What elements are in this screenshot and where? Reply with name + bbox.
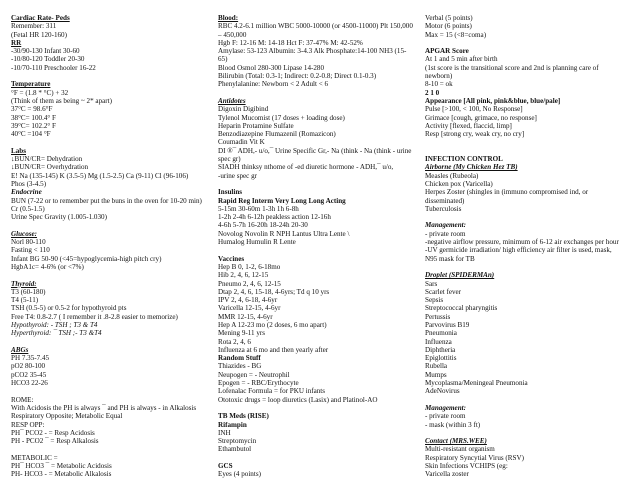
text-line: Epogen = - RBC/Erythocyte [218,379,299,388]
section-heading: Rapid Reg Interm Very Long Long Acting [218,196,346,205]
text-line: PH - PCO2 ¯ = Resp Alkalosis [11,437,99,446]
text-line: Lofenalac Formula = for PKU infants [218,387,326,396]
text-line: Cr (0.5-1.5) [11,204,45,213]
text-line: With Acidosis the PH is always ¯ and PH is always - in Alkalosis [11,403,197,412]
text-line: Resp [strong cry, weak cry, no cry] [425,130,525,139]
text-line: Infant BG 50-90 (<45=hypoglycemia-high pitch cry) [11,254,162,263]
text-line: RBC 4.2-6.1 million WBC 5000-10000 (or 4500-11000) Plt 150,000 [218,22,413,31]
text-line: -UV germicide irradiation/ high efficiency air filter is used, mask, [425,246,612,255]
column-right [425,14,635,479]
text-line: spec gr) [218,155,241,164]
text-line: METABOLIC = [11,453,58,462]
text-line: pO2 80-100 [11,362,46,371]
line-spacer [425,39,635,47]
text-line: AdeNovirus [425,387,460,396]
text-line: HgbA1c= 4-6% (or <7%) [11,262,84,271]
section-heading: Insulins [218,188,243,197]
text-line: Influenza [425,337,452,346]
text-line: ↓BUN/CR= Dehydration [11,155,83,164]
line-spacer [425,396,635,404]
text-line: - mask (within 3 ft) [425,420,481,429]
text-line: Free T4: 0.8-2.7 ( I remember it .8-2.8 easier to memorize) [11,312,178,321]
line-spacer [425,429,635,437]
text-line: ↓BUN/CR= Overhydration [11,163,89,172]
text-line: Tuberculosis [425,204,462,213]
text-line: pCO2 35-45 [11,370,47,379]
column-left [11,14,216,479]
line-spacer [218,246,408,254]
text-line: - private room [425,229,466,238]
text-line: Rota 2, 4, 6 [218,337,251,346]
section-heading: Thyroid: [11,279,37,288]
line-spacer [11,72,216,80]
text-line: Varicella 12-15, 4-6yr [218,304,281,313]
text-line: TSH (0.5-5) or 0.5-2 for hypothyroid pts [11,304,127,313]
text-line: -negative airflow pressure, minimum of 6-12 air exchanges per hour [425,238,619,247]
text-line: IPV 2, 4, 6-18, 4-6yr [218,296,278,305]
text-line: Pertussis [425,312,451,321]
text-line: Hgb F: 12-16 M: 14-18 Hct F: 37-47% M: 42-52% [218,38,363,47]
text-line: 37°C = 98.6°F [11,105,53,114]
text-line: 40°C =104 °F [11,130,51,139]
text-line: disseminated) [425,196,465,205]
section-heading: Vaccines [218,254,245,263]
text-line: Parvovirus B19 [425,320,470,329]
text-line: MMR 12-15, 4-6yr [218,312,273,321]
text-line: 38°C= 100.4° F [11,113,56,122]
text-line: Fasting < 110 [11,246,50,255]
line-spacer [11,138,216,146]
section-heading: Airborne (My Chicken Hez TB) [425,163,518,172]
text-line: Mumps [425,370,447,379]
text-line: - private room [425,412,466,421]
section-heading: Cardiac Rate- Peds [11,14,70,22]
text-line: Dtap 2, 4, 6, 15-18, 4-6yrs; Td q 10 yrs [218,287,330,296]
text-line: SIADH thinksy nthome of -ed diuretic hormone - ADH,¯ u/o, [218,163,394,172]
text-line: Hep B 0, 1-2, 6-18mo [218,262,281,271]
line-spacer [11,338,216,346]
section-heading: Management: [425,221,466,230]
text-line: newborn) [425,72,453,81]
text-line: Eyes (4 points) [218,470,261,479]
text-line: PH 7.35-7.45 [11,354,50,363]
line-spacer [218,454,408,462]
text-line: RESP OPP: [11,420,45,429]
line-spacer [425,138,635,146]
section-heading: Rifampin [218,420,247,429]
text-line: Epiglottitis [425,354,457,363]
text-line: Chicken pox (Varicella) [425,179,493,188]
text-line: Diphtheria [425,345,456,354]
text-line: PH¯ HCO3 ¯ = Metabolic Acidosis [11,462,112,471]
text-line: Respiratory Syncytial Virus (RSV) [425,453,524,462]
section-heading: Blood: [218,14,239,22]
text-line: HCO3 22-26 [11,379,48,388]
text-line: Sars [425,279,438,288]
line-spacer [425,213,635,221]
text-line: Tylenol Mucomist (17 doses + loading dose) [218,113,345,122]
section-heading: ABGs [11,345,29,354]
section-heading: Glucose: [11,229,38,238]
text-line: Hib 2, 4, 6, 12-15 [218,271,269,280]
text-line: Grimace [cough, grimace, no response] [425,113,537,122]
text-line: Streptomycin [218,437,257,446]
section-heading: Temperature [11,80,51,89]
text-line: Mening 9-11 yrs [218,329,266,338]
text-line: 5-15m 30-60m 1-3h 1h 6-8h [218,204,299,213]
text-line: Amylase: 53-123 Albumin: 3-4.3 Alk Phosphate:14-100 NH3 (15- [218,47,407,56]
text-line: Herpes Zoster (shingles in (immuno compromised ind, or [425,188,589,197]
text-line: Verbal (5 points) [425,14,473,22]
text-line: BUN (7-22 or to remember put the buns in the oven for 10-20 min) [11,196,202,205]
text-line: (1st score is the transitional score and 2nd is planning care of [425,63,599,72]
text-line: 4-6h 5-7h 16-20h 18-24h 20-30 [218,221,308,230]
text-line: Benzodiazepine Flumazenil (Romazicon) [218,130,336,139]
text-line: Pneumonia [425,329,457,338]
text-line: 65) [218,55,228,64]
text-line: PH- HCO3 - = Metabolic Alkalosis [11,470,112,479]
text-line: ROME: [11,395,34,404]
text-line: At 1 and 5 min after birth [425,55,498,64]
text-line: Sepsis [425,296,444,305]
text-line: Ethambutol [218,445,252,454]
section-heading: Appearance [All pink, pink&blue, blue/pale] [425,96,561,105]
line-spacer [11,221,216,229]
text-line: °F = (1.8 * °C) + 32 [11,88,69,97]
section-heading: INFECTION CONTROL [425,155,503,164]
text-line: Multi-resistant organism [425,445,495,454]
section-heading: TB Meds (RISE) [218,412,269,421]
text-line: Blood Osmol 280-300 Lipase 14-280 [218,63,325,72]
section-heading: Endocrine [11,188,42,197]
text-line: PH¯ PCO2 - = Resp Acidosis [11,428,95,437]
text-line: 1-2h 2-4h 6-12h peakless action 12-16h [218,213,331,222]
text-line: Humalog Humulin R Lente [218,238,296,247]
text-line: Rubella [425,362,448,371]
text-line: 8-10 = ok [425,80,453,89]
section-heading: GCS [218,462,233,471]
line-spacer [218,89,408,97]
text-line: Remember: 311 [11,22,57,31]
section-heading: Management: [425,403,466,412]
text-line: Hyperthyroid: ¯ TSH ;- T3 &T4 [11,329,102,338]
line-spacer [218,180,408,188]
text-line: Motor (6 points) [425,22,472,31]
section-heading: Droplet (SPIDERMAn) [425,271,495,280]
column-middle [218,14,413,479]
text-line: Measles (Rubeola) [425,171,479,180]
text-line: -10/70-110 Preschooler 16-22 [11,63,96,72]
text-line: Neupogen = - Neutrophil [218,370,290,379]
text-line: Activity [flexed, flaccid, limp] [425,121,512,130]
section-heading: RR [11,38,22,47]
section-heading: Random Stuff [218,354,261,363]
text-line: Bilirubin (Total: 0.3-1; Indirect: 0.2-0.8; Direct 0.1-0.3) [218,72,377,81]
text-line: Ototoxic drugs = loop diuretics (Lasix) and Platinol-AO [218,395,378,404]
text-line: 39°C= 102.2° F [11,121,56,130]
text-line: Norl 80-110 [11,238,46,247]
line-spacer [11,387,216,395]
section-heading: APGAR Score [425,47,469,56]
text-line: Pneumo 2, 4, 6, 12-15 [218,279,281,288]
text-line: – 450,000 [218,30,247,39]
text-line: Thiazides - BG [218,362,262,371]
text-line: Streptococcal pharyngitis [425,304,498,313]
text-line: Scarlet fever [425,287,462,296]
text-line: Hypothyroid: - TSH ; T3 & T4 [11,320,98,329]
text-line: E! Na (135-145) K (3.5-5) Mg (1.5-2.5) Ca (9-11) Cl (96-106) [11,171,189,180]
line-spacer [11,271,216,279]
text-line: T4 (5-11) [11,296,39,305]
text-line: N95 mask for TB [425,254,475,263]
line-spacer [425,147,635,155]
text-line: Mycoplasma/Meningeal Pneumonia [425,379,528,388]
section-heading: Antidotes [218,96,246,105]
text-line: INH [218,428,231,437]
section-heading: Labs [11,146,26,155]
text-line: Phos (3-4.5) [11,179,47,188]
text-line: Max = 15 (<8=coma) [425,30,487,39]
text-line: Phenylalanine: Newborn < 2 Adult < 6 [218,80,329,89]
line-spacer [11,445,216,453]
text-line: Skin Infections VCHIPS (eg: [425,462,508,471]
line-spacer [425,263,635,271]
text-line: Varicella zoster [425,470,469,479]
line-spacer [218,404,408,412]
text-line: -30/90-130 Infant 30-60 [11,47,80,56]
section-heading: 2 1 0 [425,88,440,97]
text-line: Novolog Novolin R NPH Lantus Ultra Lente \ [218,229,350,238]
text-line: (Think of them as being ~ 2* apart) [11,96,112,105]
text-line: Coumadin Vit K [218,138,265,147]
text-line: Pulse [>100, < 100, No Response] [425,105,523,114]
text-line: T3 (60-180) [11,287,46,296]
text-line: Digoxin Digibind [218,105,269,114]
text-line: Urine Spec Gravity (1.005-1.030) [11,213,107,222]
section-heading: Contact (MRS.WEE) [425,437,487,446]
text-line: Respiratory Opposite; Metabolic Equal [11,412,123,421]
text-line: Influenza at 6 mo and then yearly after [218,345,329,354]
text-line: -10/80-120 Toddler 20-30 [11,55,85,64]
text-line: Heparin Protamine Sulfate [218,121,294,130]
text-line: (Fetal HR 120-160) [11,30,67,39]
text-line: DI ®¯ ADH,- u/o,¯ Urine Specific Gr,- Na (think - Na (think - urine [218,146,412,155]
text-line: Hep A 12-23 mo (2 doses, 6 mo apart) [218,320,327,329]
text-line: -urine spec gr [218,171,257,180]
